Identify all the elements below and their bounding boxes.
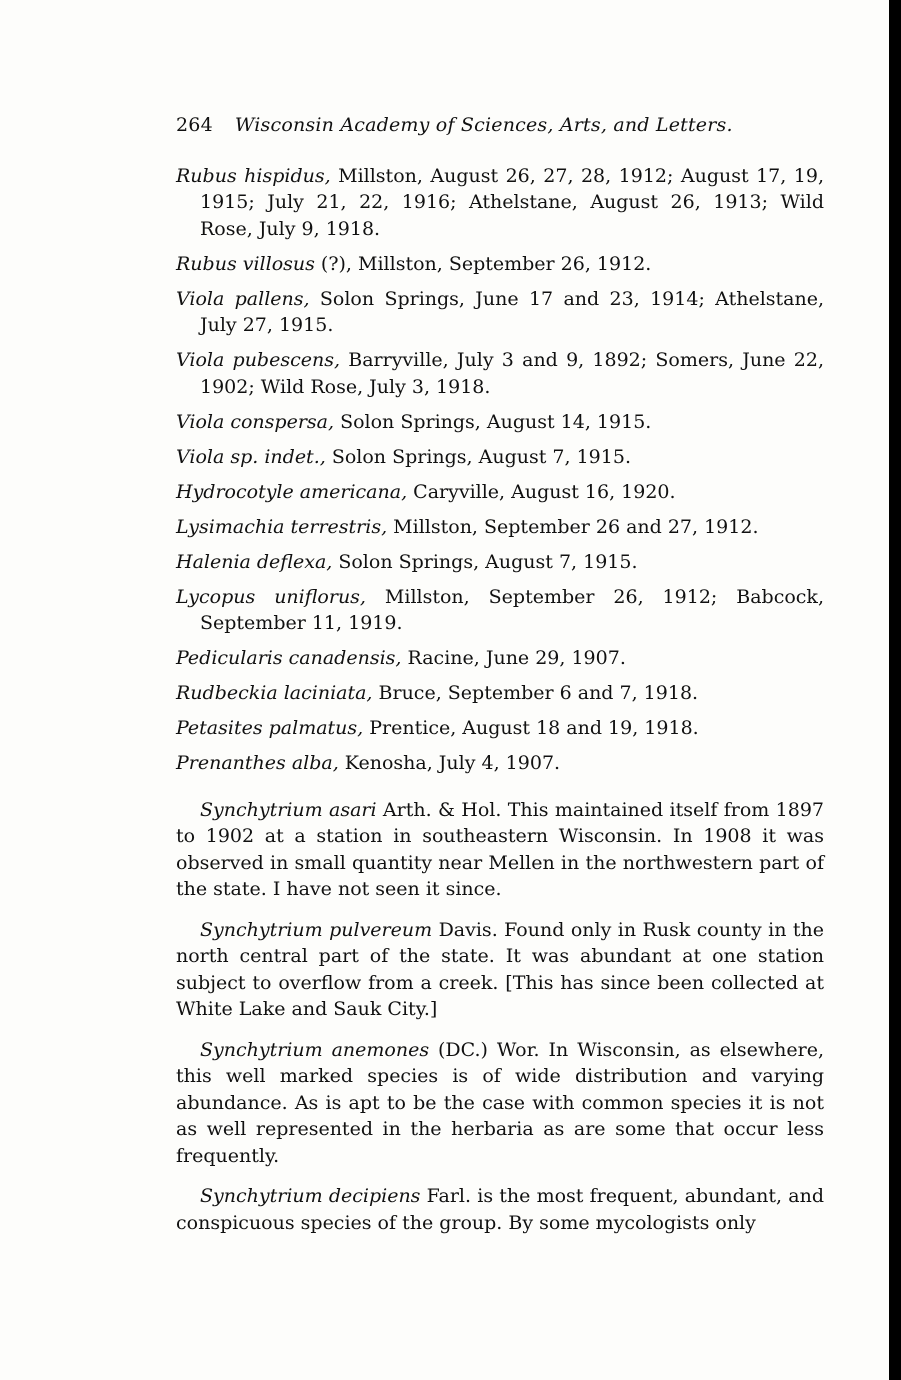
species-name: Synchytrium asari xyxy=(200,798,377,821)
body-paragraph xyxy=(176,797,824,903)
species-entry xyxy=(176,584,824,637)
species-entry xyxy=(176,750,824,777)
discussion xyxy=(176,797,824,1237)
species-name: Rubus hispidus, xyxy=(176,164,331,187)
species-localities: Caryville, August 16, 1920. xyxy=(407,480,676,503)
species-localities: Solon Springs, June 17 and 23, 1914; Athelstane, July 27, 1915. xyxy=(200,287,824,336)
species-localities: Millston, August 26, 27, 28, 1912; August 17, 19, 1915; July 21, 22, 1916; Athelstane, August 26, 1913; Wild Rose, July 9, 1918. xyxy=(200,164,824,240)
species-localities: Solon Springs, August 14, 1915. xyxy=(334,410,652,433)
species-name: Viola pallens, xyxy=(176,287,310,310)
page-content xyxy=(176,112,824,1236)
species-entry xyxy=(176,347,824,400)
species-entry xyxy=(176,680,824,707)
body-paragraph xyxy=(176,1037,824,1170)
species-localities: Barryville, July 3 and 9, 1892; Somers, June 22, 1902; Wild Rose, July 3, 1918. xyxy=(200,349,824,398)
species-name: Petasites palmatus, xyxy=(176,717,364,739)
journal-title: Wisconsin Academy of Sciences, Arts, and Letters. xyxy=(234,114,733,136)
species-entry xyxy=(176,286,824,339)
species-name: Viola sp. indet., xyxy=(176,445,326,468)
species-entry xyxy=(176,251,824,278)
species-name: Halenia deflexa, xyxy=(176,550,333,573)
species-name: Synchytrium pulvereum xyxy=(200,918,433,941)
species-name: Viola pubescens, xyxy=(176,349,341,371)
species-localities: Racine, June 29, 1907. xyxy=(401,647,626,669)
species-entry xyxy=(176,645,824,672)
page-number: 264 xyxy=(176,114,213,136)
species-entry xyxy=(176,163,824,243)
species-localities: Prentice, August 18 and 19, 1918. xyxy=(363,717,699,739)
scan-edge xyxy=(889,0,901,1380)
species-name: Synchytrium decipiens xyxy=(200,1185,421,1207)
running-head xyxy=(176,112,824,139)
species-name: Rudbeckia laciniata, xyxy=(176,682,373,704)
paragraph-text: (DC.) Wor. In Wisconsin, as elsewhere, this well marked species is of wide distribution and varying abundance. As is apt to be the case with common species it is not as well represented in the herbaria as are some that occur less frequently. xyxy=(176,1038,824,1167)
body-paragraph xyxy=(176,917,824,1023)
paragraph-text: Arth. & Hol. This maintained itself from 1897 to 1902 at a station in southeastern Wisconsin. In 1908 it was observed in small quantity near Mellen in the northwestern part of the state. I have not seen it since. xyxy=(176,798,824,900)
species-entry xyxy=(176,479,824,506)
species-localities: (?), Millston, September 26, 1912. xyxy=(314,252,652,275)
species-name: Lysimachia terrestris, xyxy=(176,515,388,538)
species-name: Prenanthes alba, xyxy=(176,752,339,774)
species-localities: Bruce, September 6 and 7, 1918. xyxy=(372,682,699,704)
body-paragraph xyxy=(176,1183,824,1236)
paragraph-text: Farl. is the most frequent, abundant, and conspicuous species of the group. By some mycologists only xyxy=(176,1185,824,1234)
species-entry xyxy=(176,409,824,436)
species-name: Hydrocotyle americana, xyxy=(176,480,408,503)
species-entry xyxy=(176,549,824,576)
species-entry xyxy=(176,444,824,471)
paragraph-text: Davis. Found only in Rusk county in the north central part of the state. It was abundant at one station subject to overflow from a creek. [This has since been collected at White Lake and Sauk City.] xyxy=(176,918,824,1020)
species-localities: Solon Springs, August 7, 1915. xyxy=(325,445,631,468)
species-localities: Solon Springs, August 7, 1915. xyxy=(332,550,638,573)
species-name: Lycopus uniflorus, xyxy=(176,585,366,608)
species-localities: Kenosha, July 4, 1907. xyxy=(338,752,561,774)
species-name: Viola conspersa, xyxy=(176,410,335,433)
species-localities: Millston, September 26 and 27, 1912. xyxy=(387,515,759,538)
species-entry xyxy=(176,514,824,541)
species-name: Rubus villosus xyxy=(176,252,315,275)
species-name: Synchytrium anemones xyxy=(200,1038,430,1061)
species-entry xyxy=(176,715,824,742)
species-localities: Millston, September 26, 1912; Babcock, September 11, 1919. xyxy=(200,585,824,634)
species-list xyxy=(176,163,824,777)
species-name: Pedicularis canadensis, xyxy=(176,647,402,669)
